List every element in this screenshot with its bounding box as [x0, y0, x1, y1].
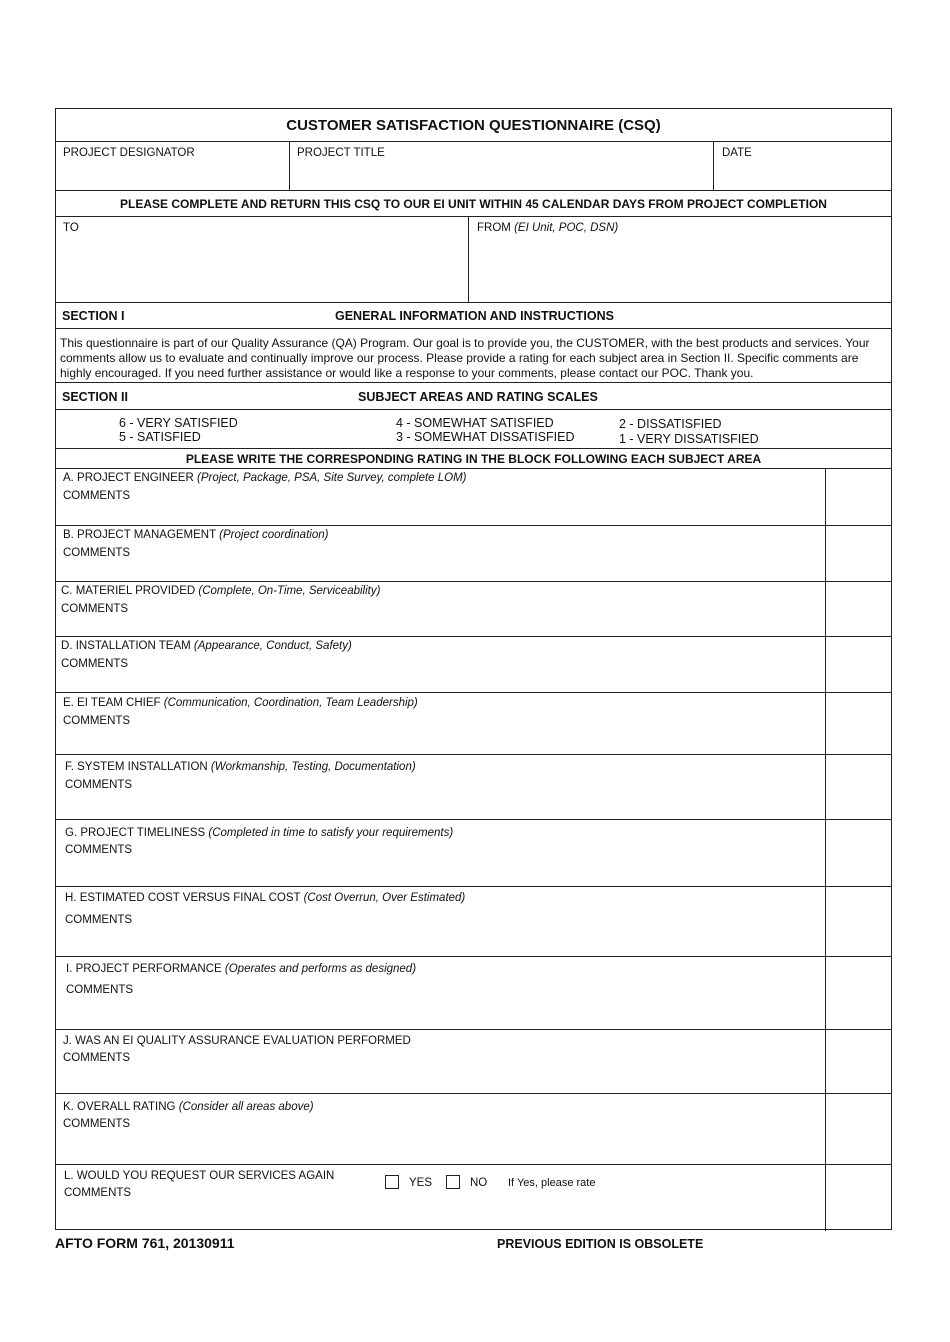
- rating-box-j[interactable]: [826, 1030, 891, 1093]
- from-hint: (EI Unit, POC, DSN): [514, 222, 619, 234]
- subject-hint: (Operates and performs as designed): [224, 963, 417, 975]
- section1-header: [56, 303, 891, 329]
- from-label: FROM (EI Unit, POC, DSN): [477, 222, 619, 234]
- address-row: [56, 217, 891, 303]
- subject-hint: (Cost Overrun, Over Estimated): [303, 892, 466, 904]
- scale-3: 3 - SOMEWHAT DISSATISFIED: [396, 430, 575, 444]
- subject-label-a: [63, 472, 467, 484]
- subject-title: F. SYSTEM INSTALLATION: [65, 761, 208, 773]
- rating-box-l[interactable]: [826, 1165, 891, 1231]
- comments-field-k[interactable]: [56, 1133, 824, 1164]
- comments-label: COMMENTS: [61, 603, 129, 615]
- project-title-field[interactable]: [290, 142, 713, 190]
- comments-field-j[interactable]: [56, 1067, 824, 1093]
- section1-text: This questionnaire is part of our Quality Assurance (QA) Program. Our goal is to provide you, the CUSTOMER, with the best products and services. Your comments allow us to evaluate and continually improve our process. Please provide a rating for each subject area in Section II. Specific comments are highly encouraged. If you need further assistance or would like a response to your comments, please contact our POC. Thank you.: [60, 336, 870, 380]
- rating-box-a[interactable]: [826, 469, 891, 525]
- rating-instruction: PLEASE WRITE THE CORRESPONDING RATING IN THE BLOCK FOLLOWING EACH SUBJECT AREA: [185, 452, 762, 466]
- rating-box-c[interactable]: [826, 582, 891, 636]
- scale-5: 5 - SATISFIED: [119, 430, 201, 444]
- subject-label-c: [61, 585, 380, 597]
- subject-title: D. INSTALLATION TEAM: [61, 640, 191, 652]
- subject-title: H. ESTIMATED COST VERSUS FINAL COST: [65, 892, 301, 904]
- comments-field-d[interactable]: [56, 673, 824, 692]
- subject-hint: (Communication, Coordination, Team Leadership): [163, 697, 418, 709]
- subject-title: A. PROJECT ENGINEER: [63, 472, 194, 484]
- section2-header: [56, 383, 891, 410]
- subject-hint: (Project, Package, PSA, Site Survey, complete LOM): [197, 472, 467, 484]
- subject-label-k: [63, 1101, 314, 1113]
- subject-row-k: [56, 1094, 891, 1165]
- subject-row-i: [56, 957, 891, 1030]
- subject-hint: (Consider all areas above): [178, 1101, 314, 1113]
- title-row: [56, 109, 891, 142]
- subject-hint: (Workmanship, Testing, Documentation): [210, 761, 416, 773]
- comments-label: COMMENTS: [63, 490, 131, 502]
- rating-box-g[interactable]: [826, 820, 891, 886]
- subject-label-l: [64, 1170, 334, 1182]
- comments-field-l[interactable]: [56, 1202, 824, 1231]
- comments-label: COMMENTS: [63, 1118, 131, 1130]
- rating-box-f[interactable]: [826, 755, 891, 819]
- from-field[interactable]: [469, 217, 891, 302]
- subject-row-h: [56, 887, 891, 957]
- comments-label: COMMENTS: [65, 914, 133, 926]
- project-designator-label: PROJECT DESIGNATOR: [63, 147, 195, 159]
- subject-title: B. PROJECT MANAGEMENT: [63, 529, 216, 541]
- no-checkbox[interactable]: [446, 1175, 460, 1189]
- project-info-row: [56, 142, 891, 191]
- comments-label: COMMENTS: [63, 715, 131, 727]
- comments-label: COMMENTS: [61, 658, 129, 670]
- comments-field-g[interactable]: [56, 859, 824, 886]
- project-title-label: PROJECT TITLE: [297, 147, 385, 159]
- date-field[interactable]: [714, 142, 891, 190]
- rating-box-h[interactable]: [826, 887, 891, 956]
- subject-title: C. MATERIEL PROVIDED: [61, 585, 196, 597]
- date-label: DATE: [722, 147, 752, 159]
- comments-label: COMMENTS: [66, 984, 134, 996]
- subject-hint: (Appearance, Conduct, Safety): [193, 640, 352, 652]
- section1-body: [56, 329, 891, 383]
- yes-checkbox[interactable]: [385, 1175, 399, 1189]
- subject-row-a: [56, 469, 891, 526]
- subject-label-g: [65, 827, 453, 839]
- rating-box-k[interactable]: [826, 1094, 891, 1164]
- subject-row-g: [56, 820, 891, 887]
- project-designator-field[interactable]: [56, 142, 289, 190]
- subject-hint: (Complete, On-Time, Serviceability): [198, 585, 381, 597]
- scale-2: 2 - DISSATISFIED: [619, 417, 722, 431]
- to-field[interactable]: [56, 217, 468, 302]
- subject-row-d: [56, 637, 891, 693]
- comments-field-e[interactable]: [56, 730, 824, 754]
- subject-row-b: [56, 526, 891, 582]
- rating-box-d[interactable]: [826, 637, 891, 692]
- comments-label: COMMENTS: [65, 779, 133, 791]
- subject-title: L. WOULD YOU REQUEST OUR SERVICES AGAIN: [64, 1170, 335, 1182]
- form-id: AFTO FORM 761, 20130911: [55, 1235, 235, 1251]
- subject-label-f: [65, 761, 416, 773]
- rating-instruction-row: [56, 449, 891, 469]
- comments-field-b[interactable]: [56, 562, 824, 581]
- to-label: TO: [63, 222, 79, 234]
- section1-title: GENERAL INFORMATION AND INSTRUCTIONS: [335, 309, 614, 323]
- comments-field-i[interactable]: [56, 999, 824, 1029]
- comments-label: COMMENTS: [63, 1052, 131, 1064]
- subject-row-j: [56, 1030, 891, 1094]
- rating-box-b[interactable]: [826, 526, 891, 581]
- subject-title: G. PROJECT TIMELINESS: [65, 827, 206, 839]
- comments-label: COMMENTS: [63, 547, 131, 559]
- scale-4: 4 - SOMEWHAT SATISFIED: [396, 416, 554, 430]
- comments-field-h[interactable]: [56, 929, 824, 956]
- subject-row-e: [56, 693, 891, 755]
- subject-title: J. WAS AN EI QUALITY ASSURANCE EVALUATION PERFORMED: [63, 1035, 411, 1047]
- comments-field-a[interactable]: [56, 505, 824, 525]
- subject-hint: (Completed in time to satisfy your requirements): [208, 827, 454, 839]
- subject-label-d: [61, 640, 352, 652]
- rating-box-e[interactable]: [826, 693, 891, 754]
- rating-scales-row: [56, 410, 891, 449]
- instruction-banner-row: [56, 191, 891, 217]
- subject-label-i: [66, 963, 416, 975]
- rate-note: If Yes, please rate: [508, 1177, 596, 1189]
- instruction-banner: PLEASE COMPLETE AND RETURN THIS CSQ TO OUR EI UNIT WITHIN 45 CALENDAR DAYS FROM PROJECT COMPLETION: [120, 197, 827, 211]
- comments-label: COMMENTS: [65, 844, 133, 856]
- scale-6: 6 - VERY SATISFIED: [119, 416, 238, 430]
- comments-field-f[interactable]: [56, 794, 824, 819]
- subject-label-b: [63, 529, 328, 541]
- subject-label-e: [63, 697, 418, 709]
- subject-row-l: [56, 1165, 891, 1231]
- subject-title: I. PROJECT PERFORMANCE: [66, 963, 222, 975]
- csq-form: [55, 108, 892, 1230]
- rating-box-i[interactable]: [826, 957, 891, 1029]
- yes-label: YES: [409, 1177, 433, 1189]
- subject-row-c: [56, 582, 891, 637]
- section2-title: SUBJECT AREAS AND RATING SCALES: [358, 390, 598, 404]
- subject-title: K. OVERALL RATING: [63, 1101, 176, 1113]
- subject-label-h: [65, 892, 465, 904]
- comments-label: COMMENTS: [64, 1187, 132, 1199]
- section1-label: SECTION I: [62, 309, 125, 323]
- no-label: NO: [470, 1177, 488, 1189]
- edition-note: PREVIOUS EDITION IS OBSOLETE: [497, 1237, 704, 1251]
- subject-row-f: [56, 755, 891, 820]
- subject-label-j: [63, 1035, 411, 1047]
- comments-field-c[interactable]: [56, 618, 824, 636]
- subject-hint: (Project coordination): [219, 529, 329, 541]
- subject-title: E. EI TEAM CHIEF: [63, 697, 161, 709]
- form-title: CUSTOMER SATISFACTION QUESTIONNAIRE (CSQ): [286, 117, 661, 134]
- scale-1: 1 - VERY DISSATISFIED: [619, 432, 759, 446]
- section2-label: SECTION II: [62, 390, 128, 404]
